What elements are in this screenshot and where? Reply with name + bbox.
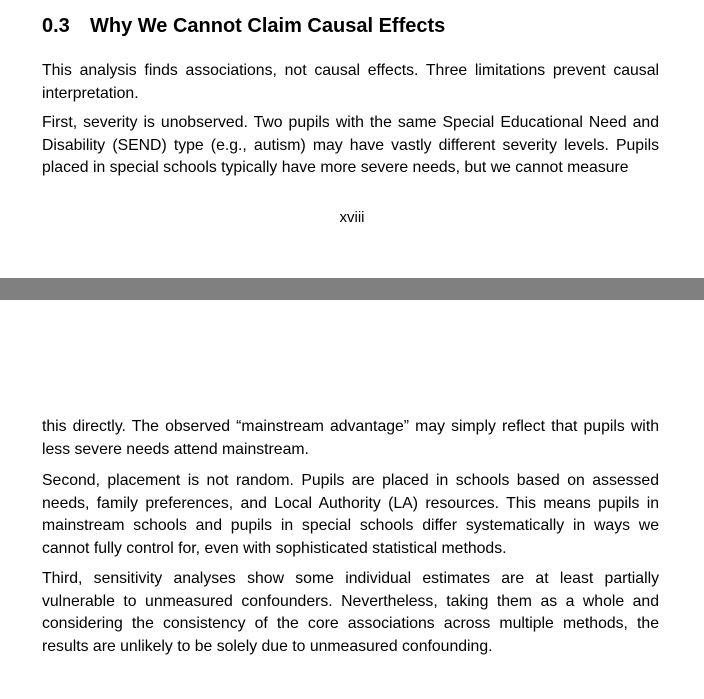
- section-title: Why We Cannot Claim Causal Effects: [90, 15, 446, 37]
- page-separator: [0, 278, 704, 300]
- paragraph-third-limitation: Third, sensitivity analyses show some individual estimates are at least partially vulnerable to unmeasured confounders. Nevertheless, taking them as a whole and considering the consistency of the core associations across multiple methods, the results are unlikely to be solely due to unmeasured confounding.: [42, 570, 659, 655]
- page-top: [0, 0, 704, 278]
- paragraph-second-limitation: Second, placement is not random. Pupils are placed in schools based on assessed needs, family preferences, and Local Authority (LA) resources. This means pupils in mainstream schools and pupils in special schools differ systematically in ways we cannot fully control for, even with sophisticated statistical methods.: [42, 472, 659, 557]
- paragraph-first-limitation-start: First, severity is unobserved. Two pupils with the same Special Educational Need and Disability (SEND) type (e.g., autism) may have vastly different severity levels. Pupils placed in special schools typically have more severe needs, but we cannot measure: [42, 114, 659, 176]
- paragraph-first-limitation-continued: this directly. The observed “mainstream advantage” may simply reflect that pupils with less severe needs attend mainstream.: [42, 418, 659, 458]
- paragraph-intro: This analysis finds associations, not causal effects. Three limitations prevent causal interpretation.: [42, 62, 659, 102]
- section-heading: [42, 12, 445, 40]
- page-bottom: [0, 300, 704, 699]
- page-number: xviii: [339, 209, 365, 226]
- section-number: 0.3: [42, 15, 70, 37]
